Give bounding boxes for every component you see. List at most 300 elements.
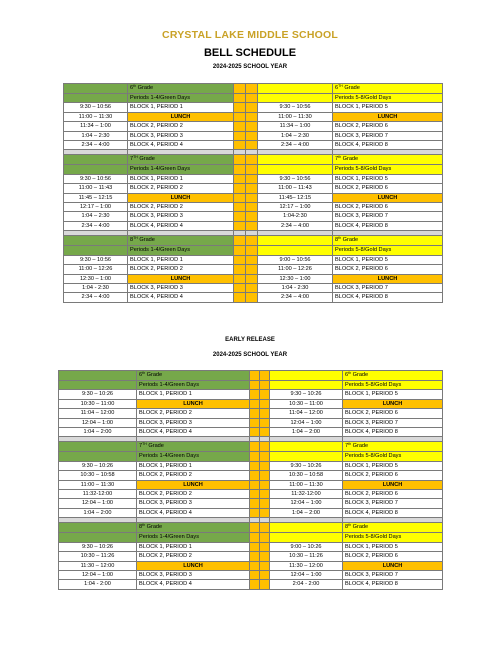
time-cell: 11:32-12:00 [270, 490, 343, 499]
time-cell: 12:04 – 1:00 [59, 570, 137, 579]
schedule-row [59, 418, 443, 427]
yellow-header-blank [270, 381, 343, 390]
block-cell: BLOCK 2, PERIOD 6 [343, 552, 443, 561]
grade-suffix: th [348, 523, 352, 528]
grade-number: 8 [345, 524, 349, 531]
divider-gold [250, 409, 260, 418]
time-cell: 12:04 – 1:00 [270, 499, 343, 508]
block-cell: BLOCK 3, PERIOD 7 [333, 283, 443, 292]
block-cell: BLOCK 3, PERIOD 3 [128, 212, 234, 221]
grade-suffix: TH [133, 155, 138, 160]
block-cell: BLOCK 4, PERIOD 8 [333, 141, 443, 150]
grade-label-green [128, 236, 234, 246]
periods-label-gold: Periods 5-8/Gold Days [343, 533, 443, 542]
block-cell: BLOCK 1, PERIOD 1 [128, 174, 234, 183]
early-release-schedule-table [58, 370, 443, 590]
divider-gold [250, 580, 260, 589]
grade-suffix: th [142, 371, 146, 375]
time-cell: 10:30 – 11:00 [270, 399, 343, 408]
block-cell: BLOCK 4, PERIOD 8 [333, 293, 443, 302]
block-cell: BLOCK 3, PERIOD 7 [343, 570, 443, 579]
divider-gold [246, 193, 258, 202]
time-cell: 11:00 – 11:30 [59, 480, 137, 489]
divider-gold [260, 480, 270, 489]
grade-suffix: th [142, 523, 146, 528]
time-cell: 11:34 – 1:00 [258, 122, 333, 131]
green-header-blank [64, 246, 128, 255]
grade-word: Grade [139, 156, 155, 163]
divider-gold [260, 390, 270, 399]
divider-gold [260, 552, 270, 561]
divider-gold [250, 371, 260, 381]
periods-label-green: Periods 1-4/Green Days [137, 381, 250, 390]
block-cell: BLOCK 2, PERIOD 6 [343, 471, 443, 480]
grade-word: Grade [137, 85, 154, 91]
divider-gold [234, 246, 246, 255]
divider-gold [250, 428, 260, 437]
schedule-row [64, 203, 443, 212]
divider-gold [246, 293, 258, 302]
grade-label-green [128, 155, 234, 165]
yellow-header-blank [270, 523, 343, 533]
time-cell: 1:04 – 2:30 [64, 212, 128, 221]
divider-gold [260, 542, 270, 551]
lunch-cell: LUNCH [128, 112, 234, 121]
block-cell: BLOCK 4, PERIOD 4 [128, 293, 234, 302]
divider-gold [234, 165, 246, 174]
time-cell: 10:30 – 11:26 [270, 552, 343, 561]
divider-gold [250, 552, 260, 561]
schedule-row [64, 293, 443, 302]
yellow-header-blank [270, 371, 343, 381]
schedule-row [64, 221, 443, 230]
time-cell: 11:00 – 11:43 [64, 184, 128, 193]
divider-gold [260, 490, 270, 499]
lunch-cell: LUNCH [137, 561, 250, 570]
grade-word: Grade [148, 443, 164, 450]
yellow-header-blank [270, 452, 343, 461]
grade-suffix: TH [133, 236, 138, 241]
regular-schedule-table [63, 83, 443, 303]
grade-header-row [59, 523, 443, 533]
divider-gold [246, 141, 258, 150]
lunch-cell: LUNCH [128, 274, 234, 283]
divider-gold [234, 174, 246, 183]
divider-gold [246, 184, 258, 193]
time-cell: 11:34 – 1:00 [64, 122, 128, 131]
time-cell: 9:30 – 10:56 [258, 103, 333, 112]
divider-gold [250, 390, 260, 399]
grade-suffix: th [348, 371, 352, 375]
green-header-blank [59, 371, 137, 381]
divider-gold [234, 131, 246, 140]
grade-number: 8 [139, 524, 143, 531]
divider-gold [260, 428, 270, 437]
yellow-header-blank [258, 84, 333, 94]
grade-number: 7 [139, 443, 143, 450]
time-cell: 9:30 – 10:56 [64, 174, 128, 183]
time-cell: 10:30 – 10:58 [270, 471, 343, 480]
divider-gold [250, 418, 260, 427]
schedule-row [64, 193, 443, 202]
time-cell: 9:00 – 10:56 [258, 255, 333, 264]
block-cell: BLOCK 4, PERIOD 8 [333, 221, 443, 230]
block-cell: BLOCK 2, PERIOD 2 [137, 552, 250, 561]
time-cell: 1:04 – 2:00 [59, 428, 137, 437]
divider-gold [246, 131, 258, 140]
block-cell: BLOCK 2, PERIOD 6 [333, 184, 443, 193]
time-cell: 9:30 – 10:56 [64, 103, 128, 112]
time-cell: 1:04 – 2:30 [258, 131, 333, 140]
grade-number: 7 [130, 156, 134, 163]
divider-gold [246, 94, 258, 103]
block-cell: BLOCK 1, PERIOD 1 [128, 103, 234, 112]
grade-number: 7 [345, 443, 349, 450]
schedule-row [59, 561, 443, 570]
grade-word: Grade [342, 237, 359, 244]
divider-gold [234, 84, 246, 94]
periods-header-row [59, 381, 443, 390]
grade-number: 6 [335, 85, 339, 91]
schedule-row [59, 580, 443, 589]
grade-number: 8 [130, 237, 134, 244]
divider-gold [246, 103, 258, 112]
time-cell: 9:30 – 10:26 [59, 390, 137, 399]
divider-gold [246, 174, 258, 183]
time-cell: 11:32-12:00 [59, 490, 137, 499]
divider-gold [234, 236, 246, 246]
grade-header-row [64, 84, 443, 94]
divider-gold [246, 221, 258, 230]
block-cell: BLOCK 1, PERIOD 5 [343, 542, 443, 551]
grade-word: Grade [352, 524, 369, 531]
grade-header-row [64, 236, 443, 246]
yellow-header-blank [258, 165, 333, 174]
time-cell: 11:30 – 12:00 [59, 561, 137, 570]
grade-label-green [137, 523, 250, 533]
divider-gold [246, 255, 258, 264]
block-cell: BLOCK 1, PERIOD 5 [343, 390, 443, 399]
periods-label-green: Periods 1-4/Green Days [128, 94, 234, 103]
green-header-blank [64, 155, 128, 165]
grade-number: 6 [139, 372, 143, 378]
divider-gold [250, 490, 260, 499]
time-cell: 11:00 – 11:30 [64, 112, 128, 121]
schedule-row [59, 399, 443, 408]
time-cell: 9:30 – 10:26 [59, 542, 137, 551]
green-header-blank [59, 533, 137, 542]
divider-gold [250, 561, 260, 570]
grade-word: Grade [344, 85, 360, 91]
time-cell: 12:04 – 1:00 [59, 418, 137, 427]
periods-label-gold: Periods 5-8/Gold Days [333, 94, 443, 103]
divider-gold [250, 508, 260, 517]
time-cell: 9:30 – 10:56 [64, 255, 128, 264]
schedule-row [64, 274, 443, 283]
grade-label-gold [343, 371, 443, 381]
time-cell: 1:04-2:30 [258, 212, 333, 221]
divider-gold [234, 184, 246, 193]
time-cell: 2:04 - 2:00 [270, 580, 343, 589]
lunch-cell: LUNCH [128, 193, 234, 202]
green-header-blank [64, 94, 128, 103]
time-cell: 1:04 - 2:30 [258, 283, 333, 292]
yellow-header-blank [258, 236, 333, 246]
schedule-row [59, 490, 443, 499]
early-release-year: 2024-2025 SCHOOL YEAR [212, 352, 288, 358]
divider-gold [246, 122, 258, 131]
schedule-row [64, 112, 443, 121]
schedule-row [64, 184, 443, 193]
time-cell: 9:30 – 10:26 [270, 390, 343, 399]
divider-gold [260, 533, 270, 542]
yellow-header-blank [270, 533, 343, 542]
block-cell: BLOCK 4, PERIOD 8 [343, 428, 443, 437]
schedule-row [64, 212, 443, 221]
periods-label-green: Periods 1-4/Green Days [128, 246, 234, 255]
grade-word: Grade [352, 372, 369, 378]
grade-label-green [137, 442, 250, 452]
green-header-blank [59, 523, 137, 533]
grade-label-gold [333, 236, 443, 246]
divider-gold [246, 246, 258, 255]
time-cell: 11:04 – 12:00 [59, 409, 137, 418]
block-cell: BLOCK 1, PERIOD 5 [333, 255, 443, 264]
grade-number: 8 [335, 237, 339, 244]
schedule-row [59, 570, 443, 579]
block-cell: BLOCK 3, PERIOD 7 [333, 212, 443, 221]
lunch-cell: LUNCH [333, 193, 443, 202]
divider-gold [234, 203, 246, 212]
time-cell: 1:04 – 2:00 [270, 508, 343, 517]
schedule-row [59, 461, 443, 470]
grade-label-green [128, 84, 234, 94]
periods-header-row [64, 246, 443, 255]
schedule-row [59, 471, 443, 480]
divider-gold [250, 471, 260, 480]
divider-gold [246, 165, 258, 174]
block-cell: BLOCK 1, PERIOD 1 [137, 542, 250, 551]
divider-gold [234, 193, 246, 202]
time-cell: 11:00 – 12:26 [64, 265, 128, 274]
time-cell: 10:30 – 10:58 [59, 471, 137, 480]
block-cell: BLOCK 2, PERIOD 6 [343, 409, 443, 418]
divider-gold [250, 542, 260, 551]
schedule-row [64, 131, 443, 140]
lunch-cell: LUNCH [333, 274, 443, 283]
divider-gold [260, 580, 270, 589]
time-cell: 11:30 – 12:00 [270, 561, 343, 570]
block-cell: BLOCK 3, PERIOD 7 [333, 131, 443, 140]
divider-gold [260, 381, 270, 390]
divider-gold [246, 112, 258, 121]
divider-gold [260, 499, 270, 508]
grade-header-row [64, 155, 443, 165]
periods-label-green: Periods 1-4/Green Days [128, 165, 234, 174]
divider-gold [234, 112, 246, 121]
block-cell: BLOCK 3, PERIOD 3 [137, 570, 250, 579]
time-cell: 9:30 – 10:56 [258, 174, 333, 183]
time-cell: 10:30 – 11:00 [59, 399, 137, 408]
divider-gold [246, 265, 258, 274]
periods-label-gold: Periods 5-8/Gold Days [343, 452, 443, 461]
time-cell: 10:30 – 11:26 [59, 552, 137, 561]
grade-word: Grade [146, 372, 163, 378]
divider-gold [260, 523, 270, 533]
periods-label-gold: Periods 5-8/Gold Days [343, 381, 443, 390]
time-cell: 9:30 – 10:26 [270, 461, 343, 470]
grade-label-green [137, 371, 250, 381]
divider-gold [250, 523, 260, 533]
block-cell: BLOCK 4, PERIOD 4 [137, 580, 250, 589]
time-cell: 11:00 – 11:30 [258, 112, 333, 121]
block-cell: BLOCK 2, PERIOD 2 [137, 471, 250, 480]
divider-gold [246, 212, 258, 221]
divider-gold [246, 155, 258, 165]
divider-gold [250, 533, 260, 542]
lunch-cell: LUNCH [137, 399, 250, 408]
divider-gold [246, 283, 258, 292]
time-cell: 12:17 – 1:00 [258, 203, 333, 212]
time-cell: 11:00 – 11:43 [258, 184, 333, 193]
schedule-row [64, 122, 443, 131]
grade-word: Grade [342, 156, 359, 163]
grade-number: 6 [130, 85, 134, 91]
divider-gold [234, 103, 246, 112]
time-cell: 9:00 – 10:26 [270, 542, 343, 551]
block-cell: BLOCK 4, PERIOD 4 [128, 221, 234, 230]
divider-gold [246, 236, 258, 246]
time-cell: 1:04 - 2:00 [59, 580, 137, 589]
divider-gold [234, 141, 246, 150]
yellow-header-blank [258, 246, 333, 255]
block-cell: BLOCK 2, PERIOD 6 [333, 265, 443, 274]
time-cell: 1:04 – 2:30 [64, 131, 128, 140]
yellow-header-blank [258, 94, 333, 103]
block-cell: BLOCK 2, PERIOD 2 [128, 184, 234, 193]
schedule-row [64, 141, 443, 150]
block-cell: BLOCK 1, PERIOD 5 [343, 461, 443, 470]
time-cell: 12:04 – 1:00 [270, 418, 343, 427]
schedule-row [64, 283, 443, 292]
divider-gold [250, 381, 260, 390]
periods-header-row [64, 94, 443, 103]
schedule-row [64, 265, 443, 274]
divider-gold [234, 122, 246, 131]
periods-label-gold: Periods 5-8/Gold Days [333, 165, 443, 174]
block-cell: BLOCK 1, PERIOD 5 [333, 174, 443, 183]
block-cell: BLOCK 3, PERIOD 3 [128, 283, 234, 292]
divider-gold [246, 203, 258, 212]
divider-gold [250, 399, 260, 408]
yellow-header-blank [270, 442, 343, 452]
green-header-blank [59, 442, 137, 452]
divider-gold [246, 274, 258, 283]
divider-gold [250, 480, 260, 489]
grade-label-gold [333, 155, 443, 165]
divider-gold [260, 508, 270, 517]
grade-word: Grade [352, 443, 369, 450]
grade-label-gold [343, 523, 443, 533]
schedule-row [64, 174, 443, 183]
grade-suffix: th [338, 236, 342, 241]
divider-gold [260, 442, 270, 452]
grade-header-row [59, 371, 443, 381]
divider-gold [260, 418, 270, 427]
grade-suffix: TH [338, 84, 343, 88]
block-cell: BLOCK 4, PERIOD 8 [343, 580, 443, 589]
periods-header-row [64, 165, 443, 174]
divider-gold [260, 561, 270, 570]
grade-suffix: th [338, 155, 342, 160]
schedule-row [59, 499, 443, 508]
block-cell: BLOCK 1, PERIOD 5 [333, 103, 443, 112]
block-cell: BLOCK 2, PERIOD 6 [333, 122, 443, 131]
block-cell: BLOCK 2, PERIOD 2 [128, 122, 234, 131]
school-year: 2024-2025 SCHOOL YEAR [212, 64, 288, 70]
schedule-row [64, 103, 443, 112]
divider-gold [260, 409, 270, 418]
yellow-header-blank [258, 155, 333, 165]
schedule-row [59, 508, 443, 517]
school-name: CRYSTAL LAKE MIDDLE SCHOOL [162, 29, 338, 41]
block-cell: BLOCK 4, PERIOD 4 [137, 508, 250, 517]
lunch-cell: LUNCH [333, 112, 443, 121]
schedule-row [59, 390, 443, 399]
lunch-cell: LUNCH [137, 480, 250, 489]
grade-label-gold [343, 442, 443, 452]
periods-label-green: Periods 1-4/Green Days [137, 452, 250, 461]
time-cell: 11:04 – 12:00 [270, 409, 343, 418]
periods-label-gold: Periods 5-8/Gold Days [333, 246, 443, 255]
time-cell: 2:34 – 4:00 [258, 141, 333, 150]
time-cell: 11:45– 12:15 [258, 193, 333, 202]
grade-suffix: TH [142, 442, 147, 447]
divider-gold [260, 461, 270, 470]
time-cell: 2:34 – 4:00 [64, 293, 128, 302]
divider-gold [250, 499, 260, 508]
time-cell: 2:34 – 4:00 [258, 221, 333, 230]
divider-gold [234, 94, 246, 103]
time-cell: 11:45 – 12:15 [64, 193, 128, 202]
divider-gold [234, 283, 246, 292]
early-release-title: EARLY RELEASE [225, 337, 275, 343]
divider-gold [250, 570, 260, 579]
page-title: BELL SCHEDULE [203, 47, 297, 59]
divider-gold [234, 293, 246, 302]
time-cell: 2:34 – 4:00 [258, 293, 333, 302]
time-cell: 1:04 - 2:30 [64, 283, 128, 292]
divider-gold [234, 255, 246, 264]
green-header-blank [64, 236, 128, 246]
time-cell: 2:34 – 4:00 [64, 221, 128, 230]
block-cell: BLOCK 4, PERIOD 4 [128, 141, 234, 150]
lunch-cell: LUNCH [343, 561, 443, 570]
grade-number: 6 [345, 372, 349, 378]
schedule-row [59, 409, 443, 418]
block-cell: BLOCK 3, PERIOD 7 [343, 418, 443, 427]
block-cell: BLOCK 4, PERIOD 8 [343, 508, 443, 517]
time-cell: 1:04 – 2:00 [270, 428, 343, 437]
divider-gold [260, 570, 270, 579]
grade-header-row [59, 442, 443, 452]
time-cell: 11:00 – 11:30 [270, 480, 343, 489]
green-header-blank [59, 452, 137, 461]
divider-gold [234, 212, 246, 221]
lunch-cell: LUNCH [343, 399, 443, 408]
block-cell: BLOCK 2, PERIOD 2 [128, 265, 234, 274]
block-cell: BLOCK 1, PERIOD 1 [137, 390, 250, 399]
